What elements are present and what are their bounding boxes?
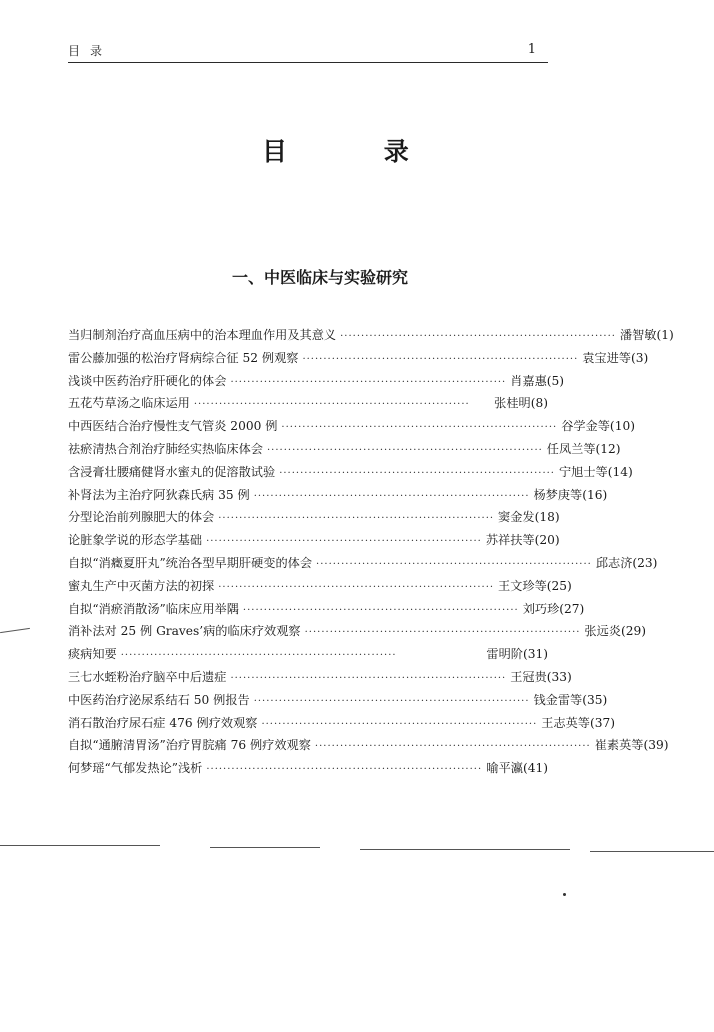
- running-title: 目录: [68, 44, 113, 58]
- scan-artifact-line: [210, 847, 320, 848]
- dot-leader: ··································································: [230, 672, 507, 684]
- dot-leader: ··································································: [253, 490, 530, 502]
- page-number: 1: [527, 42, 536, 57]
- dot-leader: ··································································: [340, 331, 616, 342]
- entry-title: 补肾法为主治疗阿狄森氏病 35 例: [68, 487, 250, 502]
- entry-author-page: 杨梦庚等(16): [533, 487, 608, 502]
- scan-artifact-line: [360, 849, 570, 850]
- dot-leader: ··································································: [253, 695, 530, 707]
- entry-author-page: 王志英等(37): [541, 715, 616, 730]
- dot-leader: ··································································: [279, 467, 555, 479]
- entry-author-page: 王文珍等(25): [498, 578, 572, 593]
- entry-title: 当归制剂治疗高血压病中的治本理血作用及其意义: [68, 328, 337, 342]
- toc-entry: [68, 600, 585, 623]
- entry-title: 分型论治前列腺肥大的体会: [68, 510, 215, 525]
- dot-leader: ··································································: [302, 353, 579, 365]
- entry-author-page: 袁宝进等(3): [582, 350, 649, 365]
- entry-title: 浅谈中医药治疗肝硬化的体会: [68, 373, 227, 388]
- running-header: [68, 40, 548, 63]
- dot-leader: ··································································: [206, 536, 482, 548]
- toc-entry: [68, 531, 560, 554]
- entry-title: 中医药治疗泌尿系结石 50 例报告: [68, 692, 250, 707]
- dot-leader: ··································································: [218, 581, 495, 593]
- scan-artifact-line: [590, 851, 714, 852]
- entry-author-page: 窦金发(18): [498, 510, 560, 525]
- toc-entry: [68, 554, 658, 577]
- section-heading: 一、中医临床与实验研究: [232, 268, 409, 287]
- dot-leader: ··································································: [261, 718, 538, 730]
- entry-title: 论脏象学说的形态学基础: [68, 533, 203, 548]
- toc-entry: [68, 417, 635, 440]
- dot-leader: ··································································: [314, 741, 591, 753]
- toc-entry: [68, 508, 560, 531]
- toc-entry: [68, 759, 548, 782]
- dot-leader: ··································································: [120, 650, 397, 662]
- entry-author-page: 喻平瀛(41): [486, 761, 548, 776]
- entry-title: 五花芍草汤之临床运用: [68, 396, 190, 411]
- entry-author-page: 潘智敏(1): [619, 328, 674, 342]
- entry-title: 三七水蛭粉治疗脑卒中后遗症: [68, 669, 227, 684]
- toc-entry: [68, 736, 669, 759]
- toc-entry: [68, 622, 647, 645]
- entry-title: 痰病知要: [68, 647, 117, 662]
- entry-author-page: 刘巧珍(27): [522, 601, 585, 616]
- entry-author-page: 张桂明(8): [494, 396, 548, 411]
- dot-leader: ··································································: [281, 422, 558, 434]
- entry-author-page: 钱金雷等(35): [533, 692, 608, 707]
- entry-author-page: 张远炎(29): [584, 624, 647, 639]
- page-title: 目 录: [262, 137, 453, 166]
- entry-title: 消石散治疗尿石症 476 例疗效观察: [68, 715, 258, 730]
- toc-entry: [68, 440, 621, 463]
- toc-entry: [68, 577, 572, 600]
- toc-entry: [68, 645, 548, 668]
- toc-entry: [68, 486, 608, 509]
- entry-title: 消补法对 25 例 Graves’病的临床疗效观察: [68, 624, 301, 639]
- entry-title: 自拟“通腑清胃汤”治疗胃脘痛 76 例疗效观察: [68, 738, 311, 753]
- dot-leader: ··································································: [193, 399, 470, 411]
- entry-title: 雷公藤加强的松治疗肾病综合征 52 例观察: [68, 350, 299, 365]
- dot-leader: ··································································: [242, 604, 519, 616]
- toc-entry: [68, 349, 649, 372]
- entry-title: 中西医结合治疗慢性支气管炎 2000 例: [68, 419, 278, 434]
- entry-author-page: 王冠贵(33): [510, 669, 572, 684]
- toc-entry: [68, 372, 565, 395]
- toc-entry: [68, 326, 674, 349]
- dot-leader: ··································································: [218, 513, 495, 525]
- toc-entry: [68, 714, 616, 737]
- scan-artifact-line: [0, 845, 160, 846]
- entry-title: 何梦瑶“气郁发热论”浅析: [68, 761, 203, 776]
- entry-author-page: 邱志济(23): [595, 555, 658, 570]
- entry-author-page: 宁旭士等(14): [558, 464, 633, 479]
- toc-entry: [68, 668, 572, 691]
- entry-author-page: 肖嘉惠(5): [510, 373, 565, 388]
- toc-list: [68, 326, 674, 782]
- scan-artifact-mark: [0, 628, 30, 633]
- toc-entry: [68, 394, 548, 417]
- scan-artifact-dot: [563, 893, 566, 896]
- entry-title: 自拟“消癥夏肝丸”统治各型早期肝硬变的体会: [68, 555, 313, 570]
- dot-leader: ··································································: [230, 376, 507, 388]
- entry-title: 祛瘀清热合剂治疗肺经实热临床体会: [68, 441, 263, 456]
- toc-entry: [68, 691, 608, 714]
- entry-author-page: 雷明阶(31): [486, 647, 548, 662]
- dot-leader: ··································································: [206, 764, 483, 776]
- entry-title: 自拟“消瘀消散汤”临床应用举隅: [68, 601, 239, 616]
- entry-author-page: 苏祥扶等(20): [485, 533, 560, 548]
- entry-title: 蜜丸生产中灭菌方法的初探: [68, 578, 215, 593]
- entry-author-page: 崔素英等(39): [594, 738, 669, 753]
- entry-author-page: 谷学金等(10): [561, 419, 635, 434]
- dot-leader: ··································································: [267, 444, 543, 456]
- toc-entry: [68, 463, 633, 486]
- dot-leader: ··································································: [316, 558, 592, 570]
- dot-leader: ··································································: [304, 627, 581, 639]
- entry-author-page: 任凤兰等(12): [546, 441, 621, 456]
- entry-title: 含浸膏壮腰痛健肾水蜜丸的促溶散试验: [68, 464, 276, 479]
